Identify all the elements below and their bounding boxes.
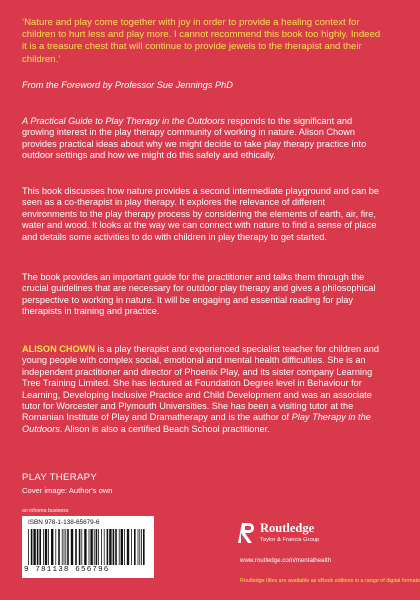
description-paragraph-1 xyxy=(22,116,382,162)
description-paragraph-3: The book provides an important guide for the practitioner and talks them through the crucial guidelines that are necessary for outdoor play therapy and gives a philosophical perspective to working in nature. It will be engaging and essential reading for play therapists in training and practice. xyxy=(22,272,376,317)
barcode-bars xyxy=(26,529,150,567)
author-bio-text-a: is a play therapist and experienced specialist teacher for children and young people with complex social, emotional and mental health difficulties. She is an independent practitioner and director of Phoenix Play, and its sister company Learning Tree Training Limited. She has lectured at Foundation Degree level in Behaviour for Learning, Developing Inclusive Practice and Child Development and was an associate tutor for Worcester and Plymouth Universities. She has been a visiting tutor at the Romanian Institute of Play and Dramatherapy and is the author of xyxy=(22,344,379,423)
description-paragraph-1-text: responds to the significant and growing interest in the play therapy community of working in nature. Alison Chown provides practical ideas about why we might decide to take play therapy practice into outdoor settings and how we might do this safely and ethically. xyxy=(22,116,367,161)
book-title-italic: A Practical Guide to Play Therapy in the Outdoors xyxy=(22,116,225,126)
foreword-attribution: From the Foreword by Professor Sue Jennings PhD xyxy=(22,80,233,90)
endorsement-quote: ‘Nature and play come together with joy in order to provide a healing context for children to hurt less and play more. I cannot recommend this book too highly. Indeed it is a treasure chest that will continue to provide jewels to the therapist and their children.’ xyxy=(22,17,381,65)
publisher-group: Taylor & Francis Group xyxy=(260,537,320,543)
publisher-name: Routledge xyxy=(260,521,315,535)
author-bio xyxy=(22,344,382,435)
cover-credit: Cover image: Author's own xyxy=(22,486,113,495)
subject-category: PLAY THERAPY xyxy=(22,472,98,483)
author-book-title: Play Therapy in the Outdoors xyxy=(22,412,371,434)
isbn-barcode xyxy=(22,516,154,578)
description-paragraph-2: This book discusses how nature provides a second intermediate playground and can be seen as a co-therapist in play therapy. It explores the relevance of different environments to the play therapy process by considering the elements of earth, air, fire, water and wood. It looks at the way we can connect with nature to find a sense of place and details some activities to do with children in play therapy to get started. xyxy=(22,186,379,242)
publisher-url: www.routledge.com/mentalhealth xyxy=(240,557,332,564)
informa-tagline: an informa business xyxy=(22,508,69,514)
author-name: ALISON CHOWN xyxy=(22,344,95,354)
publisher-logo-block xyxy=(240,520,390,560)
ebook-note: Routledge titles are available as eBook editions in a range of digital formats xyxy=(240,578,420,584)
isbn-number: ISBN 978-1-138-65679-6 xyxy=(28,519,100,526)
routledge-logo-icon xyxy=(240,522,256,544)
author-bio-text-b: . Alison is also a certified Beach School practitioner. xyxy=(59,423,270,434)
barcode-digits: 9 781138 656796 xyxy=(24,566,110,574)
